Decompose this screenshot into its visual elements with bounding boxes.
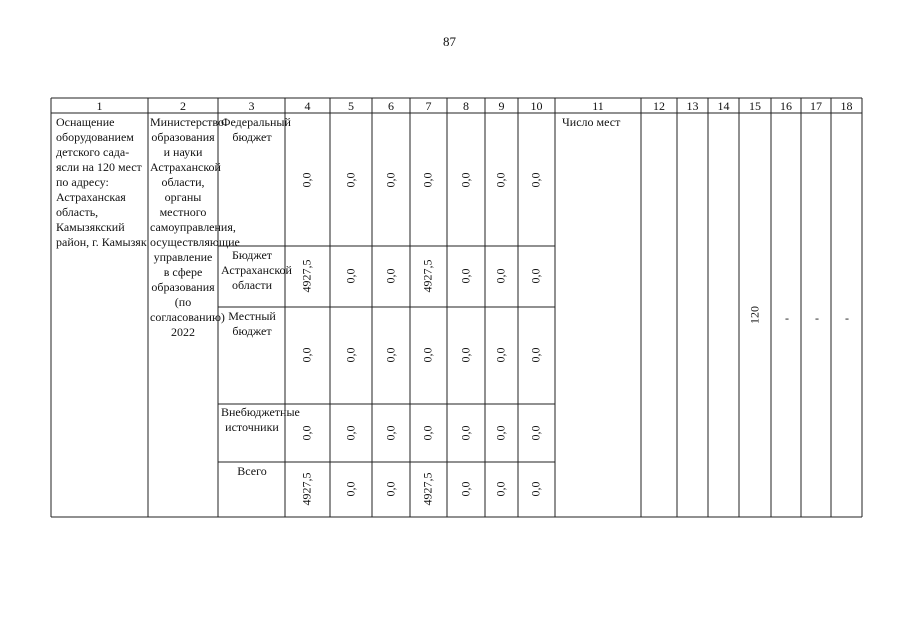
value-cell: 0,0	[528, 172, 543, 188]
source-local: Местный бюджет	[228, 309, 276, 338]
event-description: Оснащение оборудованием детского сада-ясли на 120 мест по адресу: Астраханская область, Камызякский район, г. Камызяк	[56, 115, 147, 249]
value-cell: 0,0	[383, 347, 398, 363]
value-cell: 4927,5	[299, 259, 314, 293]
value-cell: 0,0	[528, 481, 543, 497]
header-col-18: 18	[840, 99, 853, 113]
indicator-name: Число мест	[562, 115, 621, 129]
header-col-10: 10	[530, 99, 543, 113]
value-cell: 0,0	[383, 481, 398, 497]
header-col-7: 7	[425, 99, 432, 113]
header-col-13: 13	[686, 99, 699, 113]
value-cell: 0,0	[343, 172, 358, 188]
value-cell: 0,0	[528, 268, 543, 284]
header-col-4: 4	[304, 99, 311, 113]
value-cell: 0,0	[458, 481, 473, 497]
header-col-12: 12	[653, 99, 665, 113]
source-regional: Бюджет Астраханской области	[221, 248, 292, 292]
header-col-8: 8	[463, 99, 469, 113]
header-col-11: 11	[592, 99, 604, 113]
value-cell: 0,0	[383, 268, 398, 284]
header-col-17: 17	[810, 99, 822, 113]
header-col-16: 16	[780, 99, 792, 113]
value-cell: 0,0	[343, 425, 358, 441]
value-cell: 0,0	[493, 481, 508, 497]
header-col-9: 9	[498, 99, 505, 113]
value-cell: 0,0	[458, 425, 473, 441]
value-cell: 0,0	[458, 347, 473, 363]
value-cell: 4927,5	[299, 472, 314, 506]
indicator-col16: -	[785, 311, 789, 325]
value-cell: 0,0	[343, 268, 358, 284]
value-cell: 0,0	[458, 268, 473, 284]
value-cell: 0,0	[420, 347, 435, 363]
value-cell: 0,0	[528, 425, 543, 441]
value-cell: 0,0	[493, 425, 508, 441]
value-cell: 0,0	[493, 347, 508, 363]
header-col-2: 2	[180, 99, 186, 113]
value-cell: 0,0	[343, 481, 358, 497]
value-cell: 0,0	[420, 425, 435, 441]
source-federal: Федеральный бюджет	[221, 115, 291, 144]
value-cell: 0,0	[343, 347, 358, 363]
header-col-14: 14	[717, 99, 730, 113]
value-cell: 0,0	[383, 425, 398, 441]
value-cell: 0,0	[493, 172, 508, 188]
source-total: Всего	[237, 464, 267, 478]
header-col-6: 6	[388, 99, 394, 113]
page-number: 87	[443, 34, 456, 49]
value-cell: 4927,5	[420, 472, 435, 506]
header-col-3: 3	[248, 99, 255, 113]
value-cell: 0,0	[458, 172, 473, 188]
value-cell: 0,0	[299, 172, 314, 188]
header-col-5: 5	[348, 99, 354, 113]
value-cell: 0,0	[299, 347, 314, 363]
header-col-15: 15	[749, 99, 761, 113]
value-cell: 4927,5	[420, 259, 435, 293]
value-cell: 0,0	[299, 425, 314, 441]
value-cell: 0,0	[528, 347, 543, 363]
header-col-1: 1	[96, 99, 103, 113]
indicator-col17: -	[815, 311, 819, 325]
indicator-col18: -	[845, 311, 849, 325]
value-cell: 0,0	[383, 172, 398, 188]
value-cell: 0,0	[420, 172, 435, 188]
value-cell: 0,0	[493, 268, 508, 284]
indicator-col15: 120	[747, 306, 762, 324]
executor-description: Министерство образования и науки Астраханской области, органы местного самоуправления, осуществляющие управление в сфере образования (по согласованию) 2022	[150, 115, 240, 339]
source-extrabudget: Внебюджетные источники	[221, 405, 300, 434]
